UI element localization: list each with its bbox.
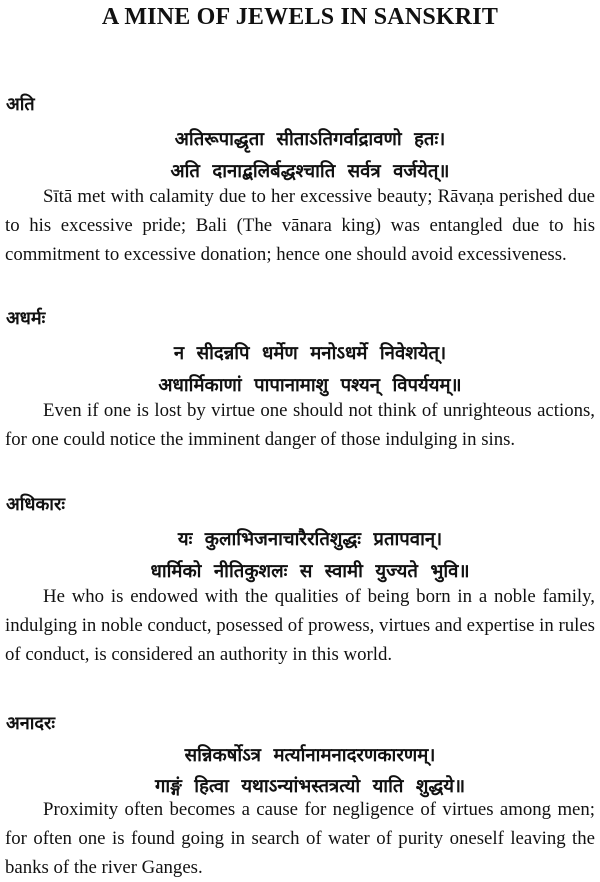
entry-headword: अधिकारः [6, 494, 65, 515]
verse-line: न सीदन्नपि धर्मेण मनोऽधर्मे निवेशयेत्। [173, 343, 447, 364]
entry-headword: अति [6, 94, 35, 115]
verse-line: अति दानाद्बलिर्बद्धश्चाति सर्वत्र वर्जयेत्॥ [170, 161, 450, 182]
verse-line: सन्निकर्षोऽत्र मर्त्यानामनादरणकारणम्। [184, 745, 436, 766]
verse-line: यः कुलाभिजनाचारैरतिशुद्धः प्रतापवान्। [177, 529, 443, 550]
page-title: A MINE OF JEWELS IN SANSKRIT [101, 4, 499, 30]
entry-headword: अनादरः [6, 713, 55, 734]
entry-translation: Proximity often becomes a cause for negligence of virtues among men; for often one is found going in search of water of purity oneself leaving the banks of the river Ganges. [5, 799, 595, 878]
entry-translation: Even if one is lost by virtue one should not think of unrighteous actions, for one could notice the imminent danger of those indulging in sins. [5, 400, 595, 450]
verse-line: अधार्मिकाणां पापानामाशु पश्यन् विपर्ययम्॥ [158, 375, 462, 396]
entry-translation: Sītā met with calamity due to her excessive beauty; Rāvaṇa perished due to his excessive pride; Bali (The vānara king) was entangled due to his commitment to excessive donation; hence one should avoid excessiveness. [5, 186, 595, 265]
entry-translation: He who is endowed with the qualities of being born in a noble family, indulging in noble conduct, posessed of prowess, virtues and expertise in rules of conduct, is considered an authority in this world. [5, 586, 595, 665]
verse-line: अतिरूपाद्धृता सीताऽतिगर्वाद्रावणो हतः। [174, 129, 446, 150]
verse-line: गाङ्गं हित्वा यथाऽन्यांभस्तत्रत्यो याति शुद्धये॥ [154, 776, 466, 797]
entry-headword: अधर्मः [6, 308, 46, 329]
verse-line: धार्मिको नीतिकुशलः स स्वामी युज्यते भुवि॥ [150, 561, 470, 582]
